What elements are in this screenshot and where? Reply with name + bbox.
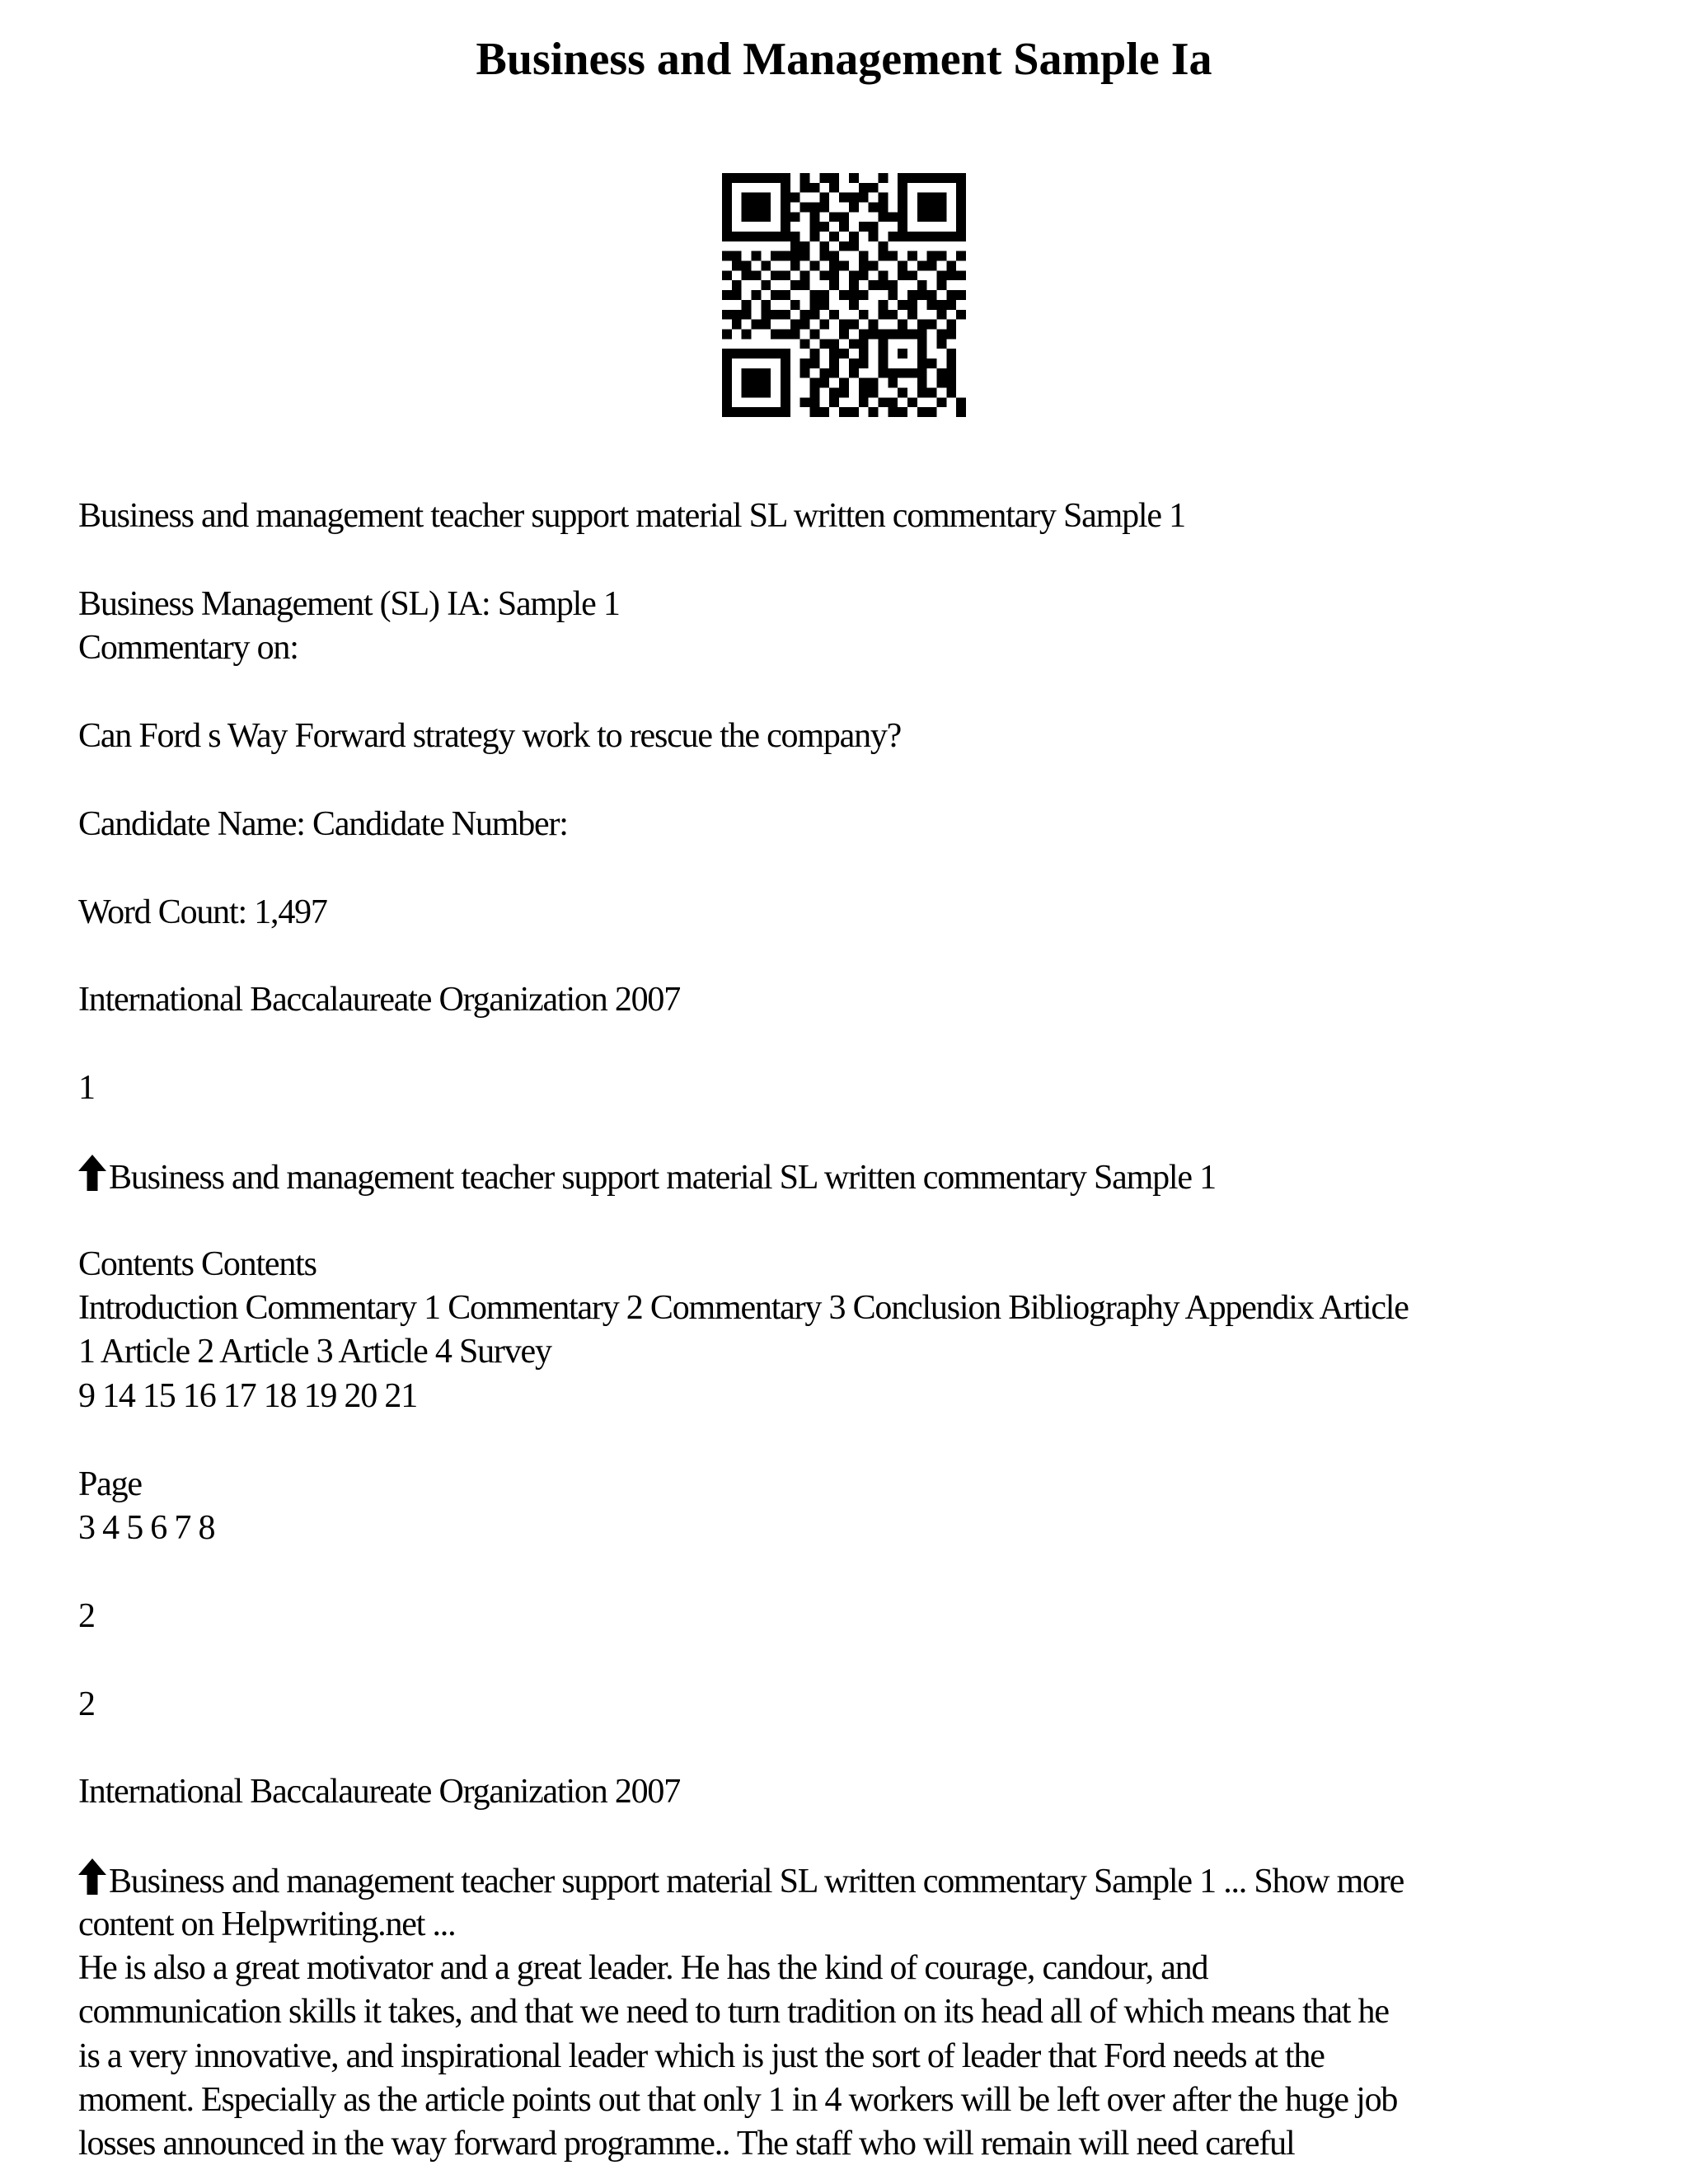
text-line — [78, 891, 1628, 935]
text-line — [78, 1463, 1628, 1507]
text-line-label: 3 4 5 6 7 8 — [78, 1508, 215, 1547]
text-line — [78, 494, 1628, 538]
text-line-label: Business and management teacher support material SL written commentary Sample 1 — [78, 497, 1185, 535]
paragraph — [78, 803, 1628, 846]
text-line-label: Candidate Name: Candidate Number: — [78, 804, 568, 843]
text-line — [78, 1155, 1628, 1198]
paragraph — [78, 583, 1628, 671]
text-line — [78, 803, 1628, 846]
text-line-label: Business Management (SL) IA: Sample 1 — [78, 584, 620, 623]
text-line — [78, 1595, 1628, 1638]
text-line — [78, 1066, 1628, 1110]
paragraph — [78, 1683, 1628, 1727]
text-line — [78, 2079, 1628, 2122]
text-line-label: communication skills it takes, and that we need to turn tradition on its head all of which means that he — [78, 1993, 1389, 2032]
text-line — [78, 1947, 1628, 1990]
paragraph — [78, 1066, 1628, 1110]
paragraph — [78, 494, 1628, 538]
up-arrow-icon — [78, 1858, 106, 1895]
paragraph — [78, 1858, 1628, 2167]
paragraph — [78, 891, 1628, 935]
text-line-label: 9 14 15 16 17 18 19 20 21 — [78, 1376, 418, 1415]
text-line — [78, 583, 1628, 626]
text-line-label: International Baccalaureate Organization 2007 — [78, 1773, 681, 1811]
paragraph — [78, 978, 1628, 1022]
text-line-label: Can Ford s Way Forward strategy work to rescue the company? — [78, 716, 902, 755]
text-line — [78, 1286, 1628, 1330]
text-line-label: 2 — [78, 1596, 95, 1635]
text-line — [78, 2035, 1628, 2079]
text-line-label: 1 — [78, 1069, 95, 1108]
paragraph — [78, 715, 1628, 758]
text-line-label: Word Count: 1,497 — [78, 893, 327, 931]
paragraph — [78, 1243, 1628, 1419]
qr-code-image — [722, 171, 966, 419]
text-line-label: 2 — [78, 1685, 95, 1723]
text-line-label: losses announced in the way forward programme.. The staff who will remain will need careful — [78, 2125, 1295, 2163]
text-line — [78, 1770, 1628, 1814]
text-line — [78, 1330, 1628, 1374]
text-line — [78, 626, 1628, 670]
text-line-label: Introduction Commentary 1 Commentary 2 Commentary 3 Conclusion Bibliography Appendix Article — [78, 1289, 1409, 1328]
text-line-label: Business and management teacher support material SL written commentary Sample 1 — [109, 1158, 1216, 1197]
text-line — [78, 1990, 1628, 2034]
text-line-label: Business and management teacher support material SL written commentary Sample 1 ... Show more — [109, 1863, 1404, 1901]
text-line-label: 1 Article 2 Article 3 Article 4 Survey — [78, 1333, 551, 1371]
document-body — [78, 494, 1628, 2184]
text-line-label: content on Helpwriting.net ... — [78, 1905, 456, 1943]
paragraph — [78, 1595, 1628, 1638]
document-title: Business and Management Sample Ia — [476, 34, 1212, 85]
text-line-label: Page — [78, 1465, 142, 1503]
text-line-label: moment. Especially as the article points out that only 1 in 4 workers will be left over after the huge job — [78, 2081, 1398, 2120]
text-line — [78, 978, 1628, 1022]
text-line — [78, 1858, 1628, 1902]
paragraph — [78, 1770, 1628, 1814]
text-line — [78, 1683, 1628, 1727]
paragraph — [78, 1155, 1628, 1198]
text-line-label: Contents Contents — [78, 1244, 316, 1283]
text-line-label: He is also a great motivator and a great leader. He has the kind of courage, candour, and — [78, 1948, 1208, 1987]
paragraph — [78, 1463, 1628, 1551]
text-line — [78, 1507, 1628, 1550]
text-line — [78, 1903, 1628, 1947]
text-line-label: International Baccalaureate Organization 2007 — [78, 981, 681, 1019]
text-line — [78, 1375, 1628, 1418]
up-arrow-icon — [78, 1155, 106, 1191]
text-line-label: is a very innovative, and inspirational leader which is just the sort of leader that Ford needs at the — [78, 2036, 1325, 2075]
text-line — [78, 2122, 1628, 2166]
text-line-label: Commentary on: — [78, 629, 298, 668]
text-line — [78, 1243, 1628, 1286]
text-line — [78, 715, 1628, 758]
